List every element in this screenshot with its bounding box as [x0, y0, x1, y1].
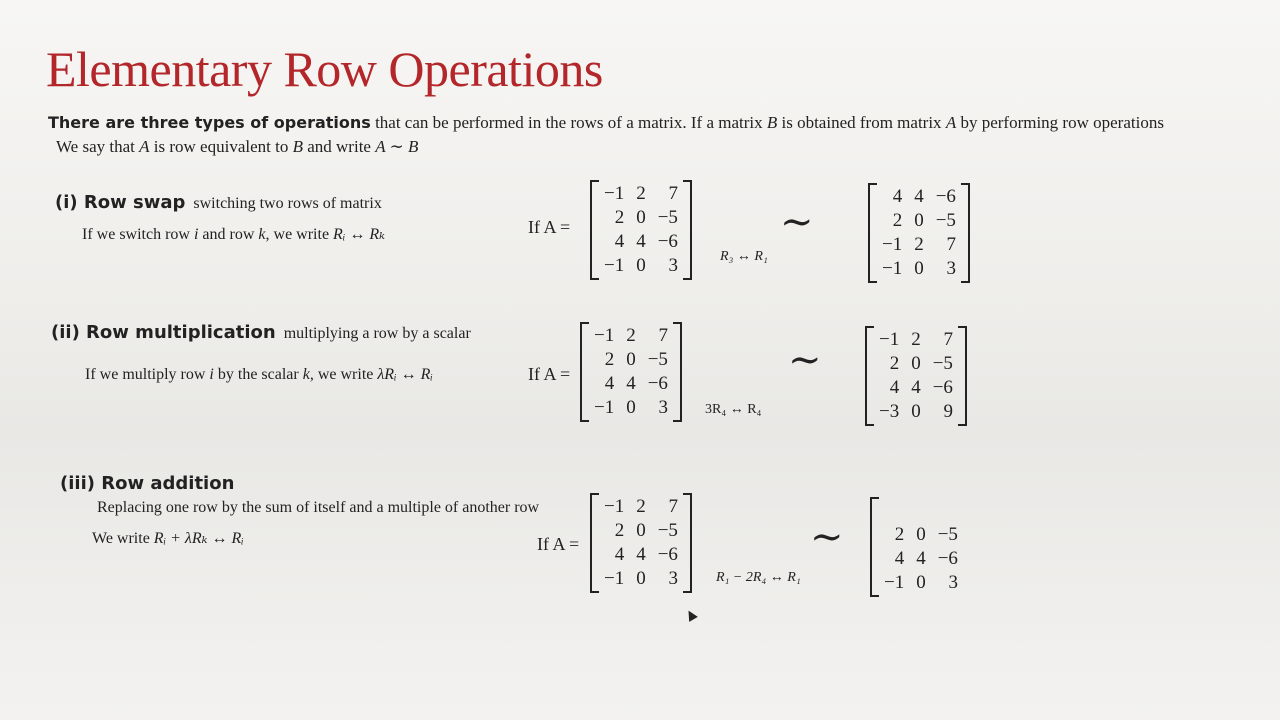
matrix-cell: 2 [892, 210, 903, 231]
matrix-row [873, 376, 959, 400]
section-2-operation: 3R₄ ↔ R₄ [705, 402, 762, 417]
matrix-cell: 0 [914, 258, 924, 279]
matrix-cell: 2 [894, 524, 905, 545]
section-2-tilde: ∼ [788, 337, 822, 382]
intro2-text-b: is row equivalent to [149, 137, 293, 156]
section-1-matrix-b [868, 183, 970, 283]
matrix-cell: −6 [935, 186, 956, 207]
matrix-cell: −6 [932, 377, 953, 398]
intro2-text-a: We say that [56, 137, 140, 156]
matrix-cell: 2 [626, 325, 636, 346]
matrix-cell: 7 [658, 325, 668, 346]
matrix-cell: −1 [884, 572, 905, 593]
matrix-cell: 0 [626, 349, 636, 370]
s1-var-i: i [193, 226, 199, 243]
matrix-cell: 3 [668, 255, 678, 276]
s1-text-2: and row [198, 226, 259, 243]
matrix-cell: 3 [658, 397, 668, 418]
matrix-row [598, 182, 684, 206]
matrix-cell: 7 [668, 496, 678, 517]
matrix-cell: 4 [911, 377, 921, 398]
matrix-row [873, 328, 959, 352]
section-2-desc: multiplying a row by a scalar [283, 325, 471, 342]
intro-var-b: B [766, 113, 778, 132]
intro-line-1 [48, 113, 1164, 133]
s2-text-2: by the scalar [213, 366, 303, 383]
s3-prefix: We write [92, 530, 154, 547]
matrix-cell: 3 [946, 258, 956, 279]
matrix-row [876, 209, 962, 233]
matrix-cell: 0 [636, 520, 646, 541]
s1-var-k: k [258, 226, 266, 243]
matrix-cell: 4 [626, 373, 636, 394]
matrix-cell: 0 [636, 255, 646, 276]
matrix-cell: 2 [604, 349, 615, 370]
matrix-cell: −1 [604, 568, 625, 589]
matrix-row [876, 185, 962, 209]
section-1-eq-label: If A = [528, 217, 571, 237]
section-1-operation: R₃ ↔ R₁ [720, 249, 768, 264]
matrix-cell: 4 [614, 231, 625, 252]
matrix-cell: 4 [614, 544, 625, 565]
matrix-cell: −6 [647, 373, 668, 394]
intro-bold: There are three types of operations [48, 113, 371, 132]
matrix-cell: 4 [636, 544, 646, 565]
matrix-row [876, 257, 962, 281]
matrix-cell: 4 [894, 548, 905, 569]
matrix-cell: −1 [879, 329, 900, 350]
matrix-cell [910, 499, 932, 523]
matrix-row [588, 396, 674, 420]
section-2-header [51, 322, 471, 343]
matrix-cell: −5 [935, 210, 956, 231]
matrix-cell: 7 [668, 183, 678, 204]
matrix-row [598, 543, 684, 567]
matrix-row [598, 495, 684, 519]
matrix-cell: −1 [594, 325, 615, 346]
s2-var-k: k [302, 366, 310, 383]
mouse-cursor-icon [684, 608, 698, 622]
s2-text-0: If we multiply row [85, 366, 210, 383]
matrix-cell: −5 [657, 520, 678, 541]
section-1-rule [82, 224, 385, 244]
matrix-cell: 0 [636, 568, 646, 589]
matrix-cell: −3 [879, 401, 900, 422]
matrix-cell: 0 [911, 401, 921, 422]
matrix-row [873, 352, 959, 376]
matrix-row [876, 233, 962, 257]
matrix-cell: 2 [911, 329, 921, 350]
matrix-cell: 7 [943, 329, 953, 350]
section-1-tilde: ∼ [780, 199, 814, 244]
matrix-cell: −1 [882, 234, 903, 255]
matrix-row [598, 230, 684, 254]
matrix-row [873, 400, 959, 424]
section-2-matrix-b [865, 326, 967, 426]
matrix-row [588, 324, 674, 348]
intro-var-a: A [945, 113, 957, 132]
s1-text-4: , we write [265, 226, 334, 243]
section-3-header [60, 473, 242, 494]
matrix-cell: 7 [946, 234, 956, 255]
section-1-header [55, 192, 382, 213]
s1-relation: Rᵢ ↔ Rₖ [333, 226, 385, 243]
matrix-row [598, 567, 684, 591]
matrix-cell: −1 [882, 258, 903, 279]
matrix-cell: 2 [889, 353, 900, 374]
matrix-cell: 4 [914, 186, 924, 207]
matrix-row [588, 348, 674, 372]
section-2-eq-label: If A = [528, 364, 571, 384]
intro2-var-b: B [292, 137, 303, 156]
matrix-cell: 3 [948, 572, 958, 593]
matrix-cell: −1 [604, 496, 625, 517]
intro-line-2 [56, 137, 418, 157]
matrix-row [878, 523, 964, 547]
matrix-cell: −5 [937, 524, 958, 545]
slide-title: Elementary Row Operations [46, 41, 603, 97]
matrix-cell: 2 [636, 183, 646, 204]
matrix-cell: 0 [636, 207, 646, 228]
matrix-cell: −1 [594, 397, 615, 418]
matrix-row [878, 499, 964, 523]
s2-text-4: , we write [309, 366, 378, 383]
matrix-cell: 4 [892, 186, 903, 207]
matrix-row [878, 547, 964, 571]
matrix-row [588, 372, 674, 396]
intro2-relation: A ∼ B [375, 137, 419, 156]
matrix-cell: 4 [889, 377, 900, 398]
matrix-cell: 0 [911, 353, 921, 374]
matrix-cell: 2 [914, 234, 924, 255]
intro-text-b: is obtained from matrix [777, 113, 946, 132]
s3-relation: Rᵢ + λRₖ ↔ Rᵢ [153, 530, 244, 547]
matrix-cell: 0 [916, 524, 926, 545]
section-3-matrix-b [870, 497, 972, 597]
matrix-cell: −5 [657, 207, 678, 228]
matrix-cell: −5 [932, 353, 953, 374]
intro2-text-c: and write [302, 137, 376, 156]
section-2-matrix-a [580, 322, 682, 422]
s2-var-i: i [209, 366, 214, 383]
matrix-cell [878, 499, 910, 523]
matrix-row [878, 571, 964, 595]
section-3-operation: R₁ − 2R₄ ↔ R₁ [716, 570, 801, 585]
matrix-row [598, 206, 684, 230]
section-3-rule [92, 528, 244, 548]
matrix-cell: −6 [657, 231, 678, 252]
matrix-cell: 0 [914, 210, 924, 231]
matrix-cell: −6 [937, 548, 958, 569]
section-1-heading: (i) Row swap [55, 192, 186, 213]
matrix-cell: −6 [657, 544, 678, 565]
matrix-cell: 4 [604, 373, 615, 394]
section-1-desc: switching two rows of matrix [193, 195, 382, 212]
s2-relation: λRᵢ ↔ Rᵢ [377, 366, 433, 383]
matrix-cell: 0 [916, 572, 926, 593]
section-3-heading: (iii) Row addition [60, 473, 235, 494]
section-3-tilde: ∼ [810, 514, 844, 559]
matrix-row [598, 254, 684, 278]
matrix-cell: 0 [626, 397, 636, 418]
section-2-rule [85, 366, 433, 384]
section-2-heading: (ii) Row multiplication [51, 322, 276, 343]
matrix-cell: 2 [614, 207, 625, 228]
intro2-var-a: A [139, 137, 150, 156]
s1-text-0: If we switch row [82, 226, 194, 243]
matrix-cell: −1 [604, 255, 625, 276]
matrix-cell [932, 499, 964, 523]
intro-text-c: by performing row operations [956, 113, 1164, 132]
matrix-cell: 4 [916, 548, 926, 569]
matrix-row [598, 519, 684, 543]
section-3-desc: Replacing one row by the sum of itself and a multiple of another row [97, 499, 540, 516]
matrix-cell: 2 [636, 496, 646, 517]
matrix-cell: −1 [604, 183, 625, 204]
matrix-cell: 2 [614, 520, 625, 541]
intro-text-a: that can be performed in the rows of a matrix. If a matrix [370, 113, 767, 132]
matrix-cell: 3 [668, 568, 678, 589]
matrix-cell: 4 [636, 231, 646, 252]
matrix-cell: 9 [943, 401, 953, 422]
section-3-matrix-a [590, 493, 692, 593]
section-1-matrix-a [590, 180, 692, 280]
section-3-eq-label: If A = [537, 534, 580, 554]
matrix-cell: −5 [647, 349, 668, 370]
